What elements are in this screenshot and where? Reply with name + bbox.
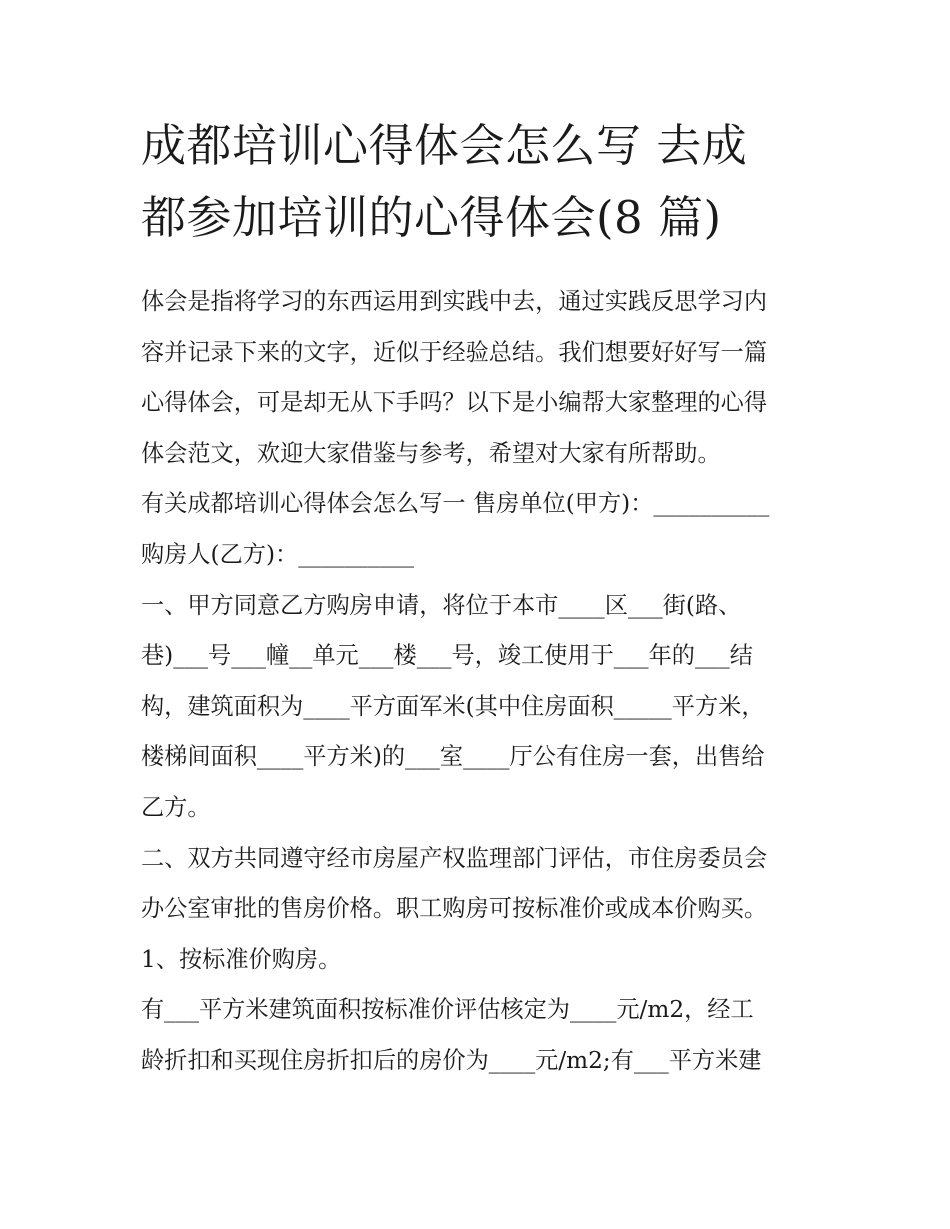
text-line: 体会是指将学习的东西运用到实践中去，通过实践反思学习内: [141, 288, 768, 315]
text-line: 构，建筑面积为____平方面军米(其中住房面积_____平方米，: [141, 692, 765, 720]
seller-line: [141, 479, 813, 530]
text-line: 办公室审批的售房价格。职工购房可按标准价或成本价购买。: [141, 895, 768, 923]
title-line: 成都培训心得体会怎么写 去成: [141, 119, 748, 172]
text-line: 容并记录下来的文字，近似于经验总结。我们想要好好写一篇: [141, 338, 768, 366]
buyer-line: [141, 530, 813, 581]
clause-two-paragraph: [141, 834, 813, 935]
text-line: 乙方。: [141, 793, 211, 821]
text-line: 一、甲方同意乙方购房申请，将位于本市____区___街(路、: [141, 591, 742, 619]
text-line: 体会范文，欢迎大家借鉴与参考，希望对大家有所帮助。: [141, 439, 721, 467]
text-line: 巷)___号___幢__单元___楼___号，竣工使用于___年的___结: [141, 642, 753, 670]
intro-paragraph: [141, 277, 813, 479]
text-line: 心得体会，可是却无从下手吗？以下是小编帮大家整理的心得: [141, 389, 768, 417]
text-line: 有___平方米建筑面积按标准价评估核定为____元/m2，经工: [141, 996, 754, 1024]
price-paragraph: [141, 985, 813, 1086]
text-line: 二、双方共同遵守经市房屋产权监理部门评估，市住房委员会: [141, 844, 768, 872]
title-line: 都参加培训的心得体会(8 篇): [141, 191, 722, 244]
document-body: [141, 277, 813, 1087]
text-line: 1、按标准价购房。: [141, 945, 342, 973]
text-line: 购房人(乙方)：__________: [141, 540, 415, 568]
document-page: [141, 110, 813, 1087]
subclause-heading: [141, 935, 813, 986]
text-line: 楼梯间面积____平方米)的___室____厅公有住房一套，出售给: [141, 743, 765, 771]
text-line: 有关成都培训心得体会怎么写一 售房单位(甲方)：__________: [141, 490, 770, 518]
document-title: [141, 110, 813, 254]
text-line: 龄折扣和买现住房折扣后的房价为____元/m2;有___平方米建: [141, 1046, 762, 1074]
clause-one-paragraph: [141, 581, 813, 834]
